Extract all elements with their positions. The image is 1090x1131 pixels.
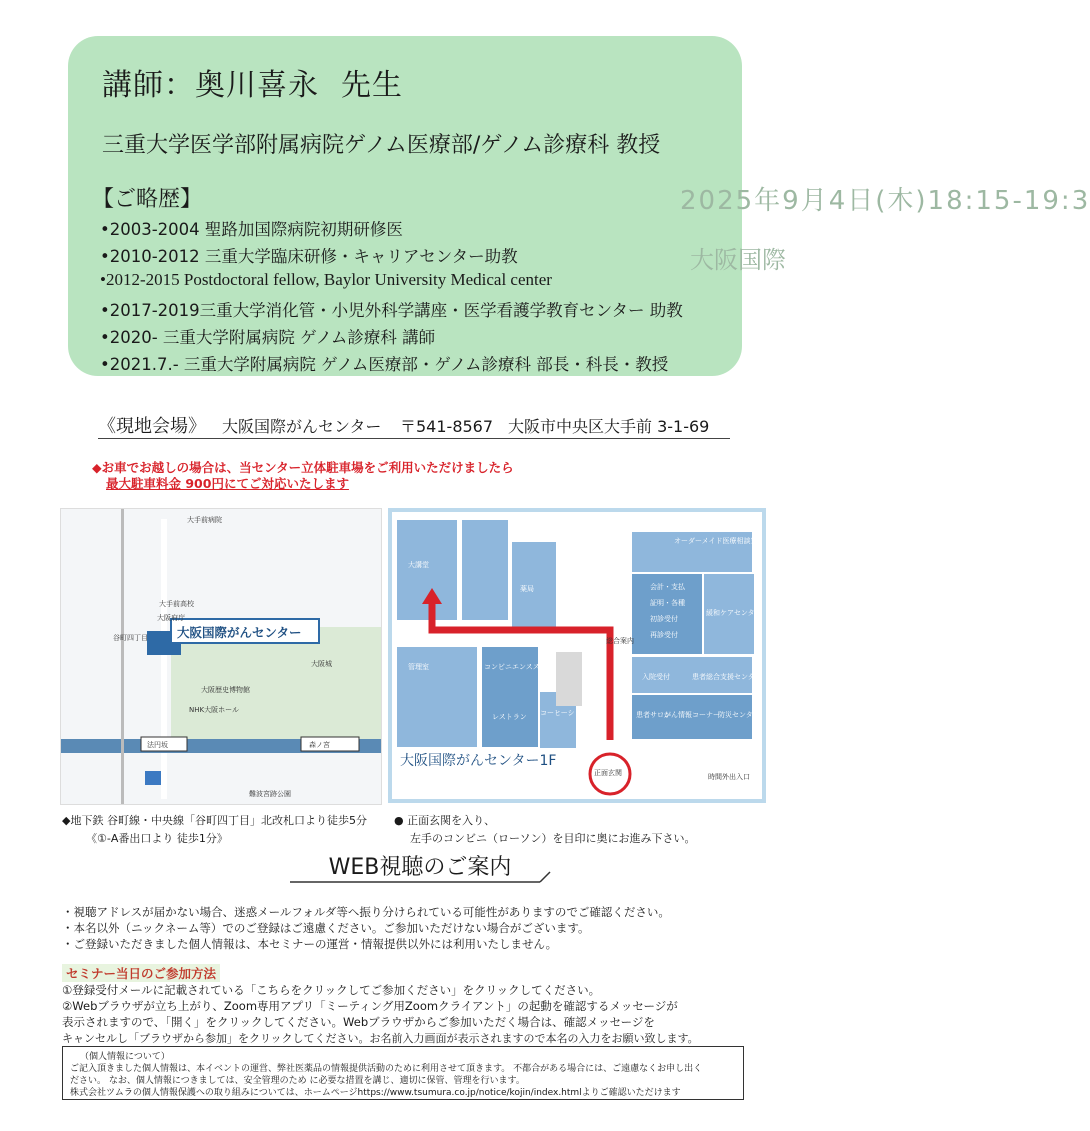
floor-label: レストラン (492, 713, 527, 721)
parking-fee-note (106, 474, 349, 492)
career-item: •2021.7.- 三重大学附属病院 ゲノム医療部・ゲノム診療科 部長・科長・教授 (100, 355, 669, 374)
lecturer-label: 講師：奥川喜永 (102, 68, 319, 103)
career-item: •2003-2004 聖路加国際病院初期研修医 (100, 220, 403, 239)
floor-label: 薬局 (520, 585, 534, 593)
venue-title: 《現地会場》 (98, 416, 206, 437)
privacy-line: ださい。 なお、個人情報につきましては、安全管理のため に必要な措置を講じ、適切に保管、管理を行います。 (70, 1076, 525, 1086)
floor-label: 大講堂 (408, 561, 429, 569)
participation-step: ②Webブラウザが立ち上がり、Zoom専用アプリ「ミーティング用Zoomクライアント」の起動を確認するメッセージが (62, 999, 678, 1013)
honorific: 先生 (341, 68, 403, 103)
floor-label: 患者サロン (636, 711, 671, 719)
main-entrance-label: 正面玄関 (594, 769, 622, 777)
map-label: 法円坂 (147, 741, 168, 749)
privacy-line: 株式会社ツムラの個人情報保護への取り組みについては、ホームページhttps://www.tsumura.co.jp/notice/kojin/index.htmlよりご確認いただけます (70, 1088, 681, 1098)
map-label: 大阪歴史博物館 (201, 686, 250, 694)
venue-address: 大阪市中央区大手前 3-1-69 (508, 417, 710, 436)
floor-caption-1: ● 正面玄関を入り、 (394, 814, 496, 827)
floor-label: 防災センター (718, 711, 760, 719)
floor-label: 管理室 (408, 663, 429, 671)
map-label: NHK大阪ホール (189, 706, 239, 714)
career-item: •2020- 三重大学附属病院 ゲノム診療科 講師 (100, 328, 436, 347)
floor-label: コンビニエンスストア (484, 663, 554, 671)
map-label: 大阪府庁 (157, 614, 185, 622)
floor-label: 患者総合支援センター (692, 673, 762, 681)
floor-label: 初診受付 (650, 615, 678, 623)
web-note: ・視聴アドレスが届かない場合、迷惑メールフォルダ等へ振り分けられている可能性がありますのでご確認ください。 (62, 905, 670, 919)
participation-step: 表示されますので、「開く」をクリックしてください。Webブラウザからご参加いただく場合は、確認メッセージを (62, 1015, 655, 1029)
floor-label: 総合案内 (606, 637, 634, 645)
career-item: •2012-2015 Postdoctoral fellow, Baylor University Medical center (100, 270, 552, 289)
floor-label: 証明・各種 (650, 599, 685, 607)
career-item: •2017-2019三重大学消化管・小児外科学講座・医学看護学教育センター 助教 (100, 301, 683, 320)
ghost-date-text: 2025年9月4日(木)18:15-19:3 (680, 186, 1090, 216)
area-map-drawing (61, 509, 381, 804)
floor-map-title: 大阪国際がんセンター1F (400, 753, 557, 769)
lecturer-name (102, 60, 403, 104)
map-caption-exit: 《①-A番出口より 徒歩1分》 (86, 832, 228, 845)
day-of-participation-title: セミナー当日のご参加方法 (62, 964, 220, 982)
floor-label: コーヒーショップ (540, 709, 596, 717)
career-item: •2010-2012 三重大学臨床研修・キャリアセンター助教 (100, 247, 518, 266)
privacy-title: （個人情報について） (80, 1052, 170, 1062)
privacy-line: ご記入頂きました個人情報は、本イベントの運営、弊社医薬品の情報提供活動のために利用させて頂きます。 不都合がある場合には、ご遠慮なくお申し出く (70, 1064, 703, 1074)
parking-fee-text: 最大駐車料金 900円にてご対応いたします (106, 476, 349, 491)
participation-step: ①登録受付メールに記載されている「こちらをクリックしてご参加ください」をクリックしてください。 (62, 983, 601, 997)
floor-label: がん情報コーナー (664, 711, 720, 719)
lecturer-affiliation: 三重大学医学部附属病院ゲノム医療部/ゲノム診療科 教授 (102, 133, 661, 158)
night-entrance-label: 時間外出入口 (708, 773, 750, 781)
web-note: ・本名以外（ニックネーム等）でのご登録はご遠慮ください。ご参加いただけない場合がございます。 (62, 921, 590, 935)
map-label: 大手前病院 (187, 516, 222, 524)
floor-label: 再診受付 (650, 631, 678, 639)
venue-name: 大阪国際がんセンター (222, 417, 382, 436)
venue-postal: 〒541-8567 (400, 417, 494, 436)
floor-label: 会計・支払 (650, 583, 685, 591)
participation-step: キャンセルし「ブラウザから参加」をクリックしてください。お名前入力画面が表示されますので本名の入力をお願い致します。 (62, 1032, 699, 1045)
ghost-venue-text: 大阪国際 (690, 246, 786, 274)
floor-map (388, 508, 766, 803)
map-center-label: 大阪国際がんセンター (177, 625, 302, 640)
map-label: 谷町四丁目 (113, 634, 148, 642)
floor-label: 緩和ケアセンター (706, 609, 762, 617)
area-map (60, 508, 382, 805)
career-heading: 【ご略歴】 (92, 187, 203, 212)
map-label: 難波宮跡公園 (249, 790, 291, 798)
map-label: 大手前高校 (159, 600, 194, 608)
floor-label: オーダーメイド医療相談室 (674, 537, 758, 545)
floor-label: 入院受付 (642, 673, 670, 681)
web-title: WEB視聴のご案内 (328, 855, 512, 880)
parking-note: ◆お車でお越しの場合は、当センター立体駐車場をご利用いただけましたら (92, 460, 514, 475)
floor-caption-2: 左手のコンビニ（ローソン）を目印に奥にお進み下さい。 (410, 832, 696, 845)
web-note: ・ご登録いただきました個人情報は、本セミナーの運営・情報提供以外には利用いたしません。 (62, 937, 558, 951)
map-label: 森ノ宮 (309, 741, 330, 749)
map-caption-subway: ◆地下鉄 谷町線・中央線「谷町四丁目」北改札口より徒歩5分 (62, 814, 367, 827)
map-label: 大阪城 (311, 660, 332, 668)
